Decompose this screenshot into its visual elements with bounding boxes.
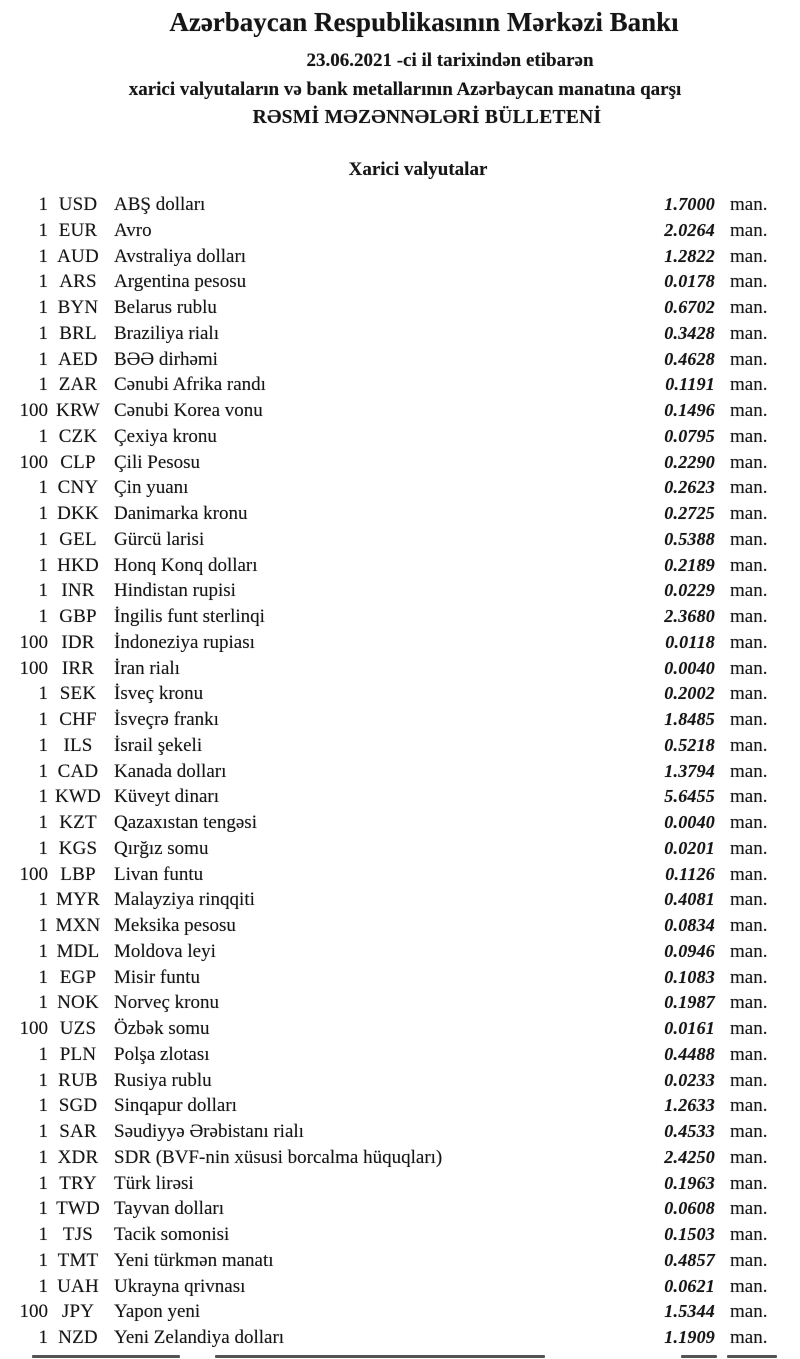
table-row xyxy=(0,784,800,810)
unit-cell: man. xyxy=(730,400,768,421)
unit-cell: man. xyxy=(730,425,768,447)
currency-code-cell: USD xyxy=(58,194,98,215)
rate-value-cell: 0.0795 xyxy=(664,425,715,446)
table-row xyxy=(0,553,800,579)
quantity-cell: 1 xyxy=(38,219,48,241)
currency-code-cell: INR xyxy=(61,580,95,602)
document-header xyxy=(0,0,800,131)
table-row xyxy=(0,887,800,913)
quantity-cell: 100 xyxy=(19,657,48,679)
rate-value-cell: 1.3794 xyxy=(664,760,715,781)
rate-value-cell: 2.0264 xyxy=(664,219,715,240)
unit-cell: man. xyxy=(730,322,768,344)
currency-code-cell: DKK xyxy=(57,503,99,524)
table-row xyxy=(0,1171,800,1197)
table-row xyxy=(0,1119,800,1145)
currency-code-cell: UAH xyxy=(57,1275,99,1297)
currency-code-cell: GBP xyxy=(59,606,97,627)
table-row xyxy=(0,1093,800,1119)
currency-name-cell: Meksika pesosu xyxy=(114,915,236,936)
rate-value-cell: 1.5344 xyxy=(664,1301,715,1322)
currency-code-cell: NOK xyxy=(57,992,99,1014)
unit-cell: man. xyxy=(730,1198,768,1220)
table-row xyxy=(0,372,800,398)
rate-value-cell: 0.2725 xyxy=(664,503,715,523)
currency-code-cell: TWD xyxy=(56,1198,100,1220)
currency-code-cell: SAR xyxy=(59,1121,97,1142)
currency-name-cell: Norveç kronu xyxy=(114,992,219,1014)
rate-value-cell: 0.0946 xyxy=(664,940,715,961)
currency-name-cell: BƏƏ dirhəmi xyxy=(114,348,218,370)
currency-name-cell: Səudiyyə Ərəbistanı rialı xyxy=(114,1121,304,1142)
quantity-cell: 1 xyxy=(38,734,48,756)
unit-cell: man. xyxy=(730,1275,768,1297)
unit-cell: man. xyxy=(730,1121,768,1142)
currency-code-cell: UZS xyxy=(59,1018,97,1039)
rate-value-cell: 0.0161 xyxy=(664,1018,715,1038)
unit-cell: man. xyxy=(730,528,768,550)
rate-value-cell: 0.1987 xyxy=(664,992,715,1013)
rate-value-cell: 0.5388 xyxy=(664,528,715,549)
currency-name-cell: Livan funtu xyxy=(114,863,204,885)
currency-name-cell: İngilis funt sterlinqi xyxy=(114,606,265,627)
quantity-cell: 1 xyxy=(38,812,48,833)
currency-name-cell: Cənubi Afrika randı xyxy=(114,374,266,396)
currency-name-cell: SDR (BVF-nin xüsusi borcalma hüquqları) xyxy=(114,1146,443,1168)
table-row xyxy=(0,913,800,939)
currency-name-cell: İran rialı xyxy=(114,657,180,679)
unit-cell: man. xyxy=(730,1249,768,1271)
currency-name-cell: Sinqapur dolları xyxy=(114,1095,237,1117)
rate-value-cell: 5.6455 xyxy=(664,786,715,807)
currency-name-cell: Yeni türkmən manatı xyxy=(114,1249,274,1271)
rate-value-cell: 0.0834 xyxy=(664,915,715,935)
table-row xyxy=(0,836,800,862)
table-row xyxy=(0,1274,800,1300)
rate-value-cell: 0.1191 xyxy=(665,374,715,395)
unit-cell: man. xyxy=(730,1146,768,1168)
currency-code-cell: TMT xyxy=(57,1249,99,1271)
scan-smudge xyxy=(727,1355,777,1358)
unit-cell: man. xyxy=(730,580,768,602)
table-row xyxy=(0,656,800,682)
unit-cell: man. xyxy=(730,1327,768,1348)
unit-cell: man. xyxy=(730,503,768,524)
currency-name-cell: Çili Pesosu xyxy=(114,451,201,473)
rate-value-cell: 0.0608 xyxy=(664,1198,715,1219)
unit-cell: man. xyxy=(730,1301,768,1323)
rate-value-cell: 0.1126 xyxy=(665,863,715,884)
currency-name-cell: Ukrayna qrivnası xyxy=(114,1275,246,1297)
currency-code-cell: CHF xyxy=(59,709,97,730)
currency-code-cell: MDL xyxy=(56,940,100,962)
currency-name-cell: ABŞ dolları xyxy=(114,194,206,215)
currency-name-cell: Qırğız somu xyxy=(114,837,209,859)
currency-name-cell: İndoneziya rupiası xyxy=(114,631,255,653)
currency-name-cell: Yapon yeni xyxy=(114,1301,201,1323)
quantity-cell: 1 xyxy=(38,1043,48,1065)
rate-value-cell: 0.4488 xyxy=(664,1043,715,1064)
rate-value-cell: 0.1083 xyxy=(664,966,715,987)
table-row xyxy=(0,733,800,759)
currency-name-cell: Tacik somonisi xyxy=(114,1224,230,1245)
unit-cell: man. xyxy=(730,219,768,241)
currency-name-cell: Misir funtu xyxy=(114,966,201,988)
rate-value-cell: 0.0229 xyxy=(664,580,715,601)
table-row xyxy=(0,578,800,604)
quantity-cell: 1 xyxy=(38,992,48,1014)
unit-cell: man. xyxy=(730,940,768,962)
rate-value-cell: 0.0040 xyxy=(664,657,715,678)
quantity-cell: 100 xyxy=(19,631,48,653)
table-row xyxy=(0,295,800,321)
quantity-cell: 1 xyxy=(38,425,48,447)
currency-name-cell: Avro xyxy=(114,219,152,241)
rate-value-cell: 0.2623 xyxy=(664,477,715,498)
currency-code-cell: NZD xyxy=(58,1327,98,1348)
rate-value-cell: 0.1963 xyxy=(664,1172,715,1193)
unit-cell: man. xyxy=(730,760,768,782)
currency-code-cell: EUR xyxy=(58,219,98,241)
quantity-cell: 1 xyxy=(38,245,48,267)
quantity-cell: 1 xyxy=(38,889,48,911)
currency-code-cell: GEL xyxy=(59,528,97,550)
unit-cell: man. xyxy=(730,1095,768,1117)
quantity-cell: 1 xyxy=(38,297,48,318)
quantity-cell: 1 xyxy=(38,580,48,602)
currency-code-cell: AED xyxy=(58,348,98,370)
table-row xyxy=(0,990,800,1016)
currency-code-cell: LBP xyxy=(60,863,96,885)
rate-value-cell: 0.5218 xyxy=(664,734,715,755)
currency-code-cell: CAD xyxy=(57,760,99,782)
currency-name-cell: Küveyt dinarı xyxy=(114,786,220,808)
table-row xyxy=(0,707,800,733)
unit-cell: man. xyxy=(730,271,768,293)
currency-name-cell: Qazaxıstan tengəsi xyxy=(114,812,257,833)
currency-code-cell: CZK xyxy=(58,425,98,447)
currency-name-cell: Avstraliya dolları xyxy=(114,245,247,267)
unit-cell: man. xyxy=(730,1224,768,1245)
table-row xyxy=(0,475,800,501)
quantity-cell: 100 xyxy=(19,1018,48,1039)
currency-code-cell: KZT xyxy=(59,812,97,833)
table-row xyxy=(0,1016,800,1042)
quantity-cell: 1 xyxy=(38,503,48,524)
table-row xyxy=(0,1145,800,1171)
quantity-cell: 1 xyxy=(38,1224,48,1245)
unit-cell: man. xyxy=(730,837,768,859)
quantity-cell: 1 xyxy=(38,194,48,215)
table-row xyxy=(0,1068,800,1094)
table-row xyxy=(0,1196,800,1222)
table-row xyxy=(0,424,800,450)
rate-value-cell: 0.3428 xyxy=(664,322,715,343)
quantity-cell: 1 xyxy=(38,683,48,705)
unit-cell: man. xyxy=(730,477,768,499)
quantity-cell: 1 xyxy=(38,1172,48,1194)
currency-name-cell: Özbək somu xyxy=(114,1018,210,1039)
rate-value-cell: 0.1503 xyxy=(664,1224,715,1244)
currency-code-cell: BYN xyxy=(57,297,99,318)
unit-cell: man. xyxy=(730,863,768,885)
unit-cell: man. xyxy=(730,245,768,267)
quantity-cell: 1 xyxy=(38,1327,48,1348)
currency-code-cell: KRW xyxy=(56,400,100,421)
unit-cell: man. xyxy=(730,889,768,911)
currency-code-cell: TJS xyxy=(62,1224,94,1245)
quantity-cell: 1 xyxy=(38,1069,48,1091)
quantity-cell: 1 xyxy=(38,966,48,988)
table-row xyxy=(0,1299,800,1325)
currency-code-cell: KGS xyxy=(58,837,98,859)
unit-cell: man. xyxy=(730,915,768,936)
table-row xyxy=(0,527,800,553)
currency-code-cell: MXN xyxy=(55,915,101,936)
quantity-cell: 1 xyxy=(38,554,48,576)
currency-name-cell: İsrail şekeli xyxy=(114,734,203,756)
unit-cell: man. xyxy=(730,348,768,370)
currency-code-cell: ARS xyxy=(59,271,97,293)
unit-cell: man. xyxy=(730,194,768,215)
quantity-cell: 1 xyxy=(38,477,48,499)
rate-value-cell: 0.2290 xyxy=(664,451,715,472)
quantity-cell: 1 xyxy=(38,374,48,396)
table-row xyxy=(0,681,800,707)
rates-table xyxy=(0,192,800,1351)
quantity-cell: 1 xyxy=(38,1146,48,1168)
currency-code-cell: ZAR xyxy=(58,374,98,396)
table-row xyxy=(0,244,800,270)
currency-code-cell: CNY xyxy=(57,477,99,499)
quantity-cell: 1 xyxy=(38,837,48,859)
currency-name-cell: Rusiya rublu xyxy=(114,1069,212,1091)
unit-cell: man. xyxy=(730,554,768,576)
currency-name-cell: Argentina pesosu xyxy=(114,271,247,293)
rate-value-cell: 0.4081 xyxy=(664,889,715,910)
currency-code-cell: JPY xyxy=(61,1301,95,1323)
currency-code-cell: EGP xyxy=(59,966,97,988)
quantity-cell: 1 xyxy=(38,348,48,370)
table-row xyxy=(0,759,800,785)
rate-value-cell: 0.6702 xyxy=(664,297,715,317)
table-row xyxy=(0,1222,800,1248)
clipped-next-row-artifact xyxy=(0,1354,800,1359)
currency-name-cell: Türk lirəsi xyxy=(114,1172,194,1194)
currency-name-cell: İsveçrə frankı xyxy=(114,709,219,730)
table-row xyxy=(0,321,800,347)
quantity-cell: 100 xyxy=(19,863,48,885)
rate-value-cell: 0.0178 xyxy=(664,271,715,292)
currency-name-cell: Kanada dolları xyxy=(114,760,227,782)
rate-value-cell: 0.0040 xyxy=(664,812,715,832)
table-row xyxy=(0,347,800,373)
currency-code-cell: CLP xyxy=(60,451,96,473)
rate-value-cell: 1.2822 xyxy=(664,245,715,266)
rate-value-cell: 2.4250 xyxy=(664,1146,715,1167)
currency-name-cell: Honq Konq dolları xyxy=(114,554,258,576)
rate-value-cell: 0.0233 xyxy=(664,1069,715,1090)
rate-value-cell: 0.0621 xyxy=(664,1275,715,1296)
unit-cell: man. xyxy=(730,1043,768,1065)
table-row xyxy=(0,450,800,476)
rate-value-cell: 0.4533 xyxy=(664,1121,715,1141)
table-row xyxy=(0,939,800,965)
rate-value-cell: 0.0201 xyxy=(664,837,715,858)
rate-value-cell: 0.2189 xyxy=(664,554,715,575)
quantity-cell: 1 xyxy=(38,271,48,293)
currency-name-cell: İsveç kronu xyxy=(114,683,204,705)
scan-smudge xyxy=(681,1355,717,1358)
currency-name-cell: Yeni Zelandiya dolları xyxy=(114,1327,285,1348)
currency-name-cell: Gürcü larisi xyxy=(114,528,205,550)
quantity-cell: 1 xyxy=(38,1198,48,1220)
table-row xyxy=(0,192,800,218)
table-row xyxy=(0,862,800,888)
currency-name-cell: Polşa zlotası xyxy=(114,1043,210,1065)
quantity-cell: 1 xyxy=(38,940,48,962)
quantity-cell: 1 xyxy=(38,786,48,808)
table-row xyxy=(0,218,800,244)
quantity-cell: 1 xyxy=(38,1275,48,1297)
currency-code-cell: HKD xyxy=(57,554,99,576)
bulletin-title: RƏSMİ MƏZƏNNƏLƏRİ BÜLLETENİ xyxy=(252,107,602,128)
unit-cell: man. xyxy=(730,966,768,988)
unit-cell: man. xyxy=(730,451,768,473)
section-title-foreign-currencies: Xarici valyutalar xyxy=(348,159,488,180)
unit-cell: man. xyxy=(730,657,768,679)
currency-name-cell: Belarus rublu xyxy=(114,297,217,318)
unit-cell: man. xyxy=(730,709,768,730)
table-row xyxy=(0,630,800,656)
table-row xyxy=(0,1325,800,1351)
table-row xyxy=(0,1042,800,1068)
currency-code-cell: AUD xyxy=(57,245,99,267)
currency-code-cell: IRR xyxy=(61,657,95,679)
currency-code-cell: ILS xyxy=(63,734,93,756)
table-row xyxy=(0,810,800,836)
currency-code-cell: MYR xyxy=(56,889,100,911)
table-row xyxy=(0,604,800,630)
unit-cell: man. xyxy=(730,683,768,705)
scan-smudge xyxy=(215,1355,545,1358)
quantity-cell: 100 xyxy=(19,400,48,421)
currency-name-cell: Danimarka kronu xyxy=(114,503,248,524)
currency-name-cell: Moldova leyi xyxy=(114,940,216,962)
currency-code-cell: SEK xyxy=(59,683,97,705)
quantity-cell: 100 xyxy=(19,451,48,473)
currency-name-cell: Çexiya kronu xyxy=(114,425,217,447)
quantity-cell: 1 xyxy=(38,1095,48,1117)
rate-value-cell: 1.8485 xyxy=(664,709,715,729)
currency-name-cell: Cənubi Korea vonu xyxy=(114,400,263,421)
quantity-cell: 1 xyxy=(38,1121,48,1142)
quantity-cell: 1 xyxy=(38,709,48,730)
table-row xyxy=(0,1248,800,1274)
unit-cell: man. xyxy=(730,1172,768,1194)
unit-cell: man. xyxy=(730,1018,768,1039)
table-row xyxy=(0,965,800,991)
currency-code-cell: IDR xyxy=(61,631,95,653)
rate-value-cell: 2.3680 xyxy=(664,606,715,626)
rate-value-cell: 1.7000 xyxy=(664,194,715,214)
unit-cell: man. xyxy=(730,812,768,833)
subject-line: xarici valyutaların və bank metallarının Azərbaycan manatına qarşı xyxy=(128,79,682,100)
unit-cell: man. xyxy=(730,786,768,808)
unit-cell: man. xyxy=(730,631,768,653)
table-row xyxy=(0,501,800,527)
unit-cell: man. xyxy=(730,734,768,756)
quantity-cell: 1 xyxy=(38,528,48,550)
unit-cell: man. xyxy=(730,992,768,1014)
rate-value-cell: 0.4628 xyxy=(664,348,715,369)
unit-cell: man. xyxy=(730,606,768,627)
currency-name-cell: Hindistan rupisi xyxy=(114,580,236,602)
quantity-cell: 1 xyxy=(38,606,48,627)
quantity-cell: 1 xyxy=(38,915,48,936)
currency-code-cell: SGD xyxy=(58,1095,98,1117)
quantity-cell: 1 xyxy=(38,760,48,782)
unit-cell: man. xyxy=(730,374,768,396)
unit-cell: man. xyxy=(730,297,768,318)
currency-code-cell: PLN xyxy=(59,1043,97,1065)
currency-name-cell: Braziliya rialı xyxy=(114,322,219,344)
rate-value-cell: 0.2002 xyxy=(664,683,715,704)
currency-code-cell: XDR xyxy=(57,1146,99,1168)
quantity-cell: 100 xyxy=(19,1301,48,1323)
unit-cell: man. xyxy=(730,1069,768,1091)
rate-value-cell: 0.1496 xyxy=(664,400,715,420)
currency-name-cell: Tayvan dolları xyxy=(114,1198,224,1220)
rate-value-cell: 0.4857 xyxy=(664,1249,715,1270)
currency-name-cell: Çin yuanı xyxy=(114,477,189,499)
currency-code-cell: RUB xyxy=(58,1069,98,1091)
rate-value-cell: 0.0118 xyxy=(665,631,715,652)
currency-name-cell: Malayziya rinqqiti xyxy=(114,889,255,911)
table-row xyxy=(0,398,800,424)
currency-code-cell: KWD xyxy=(55,786,101,808)
effective-date-line: 23.06.2021 -ci il tarixindən etibarən xyxy=(306,50,594,71)
quantity-cell: 1 xyxy=(38,322,48,344)
table-row xyxy=(0,269,800,295)
rate-value-cell: 1.2633 xyxy=(664,1095,715,1116)
rate-value-cell: 1.1909 xyxy=(664,1327,715,1347)
currency-code-cell: BRL xyxy=(59,322,97,344)
scan-smudge xyxy=(32,1355,180,1358)
bank-title: Azərbaycan Respublikasının Mərkəzi Bankı xyxy=(169,7,679,37)
currency-code-cell: TRY xyxy=(59,1172,97,1194)
quantity-cell: 1 xyxy=(38,1249,48,1271)
